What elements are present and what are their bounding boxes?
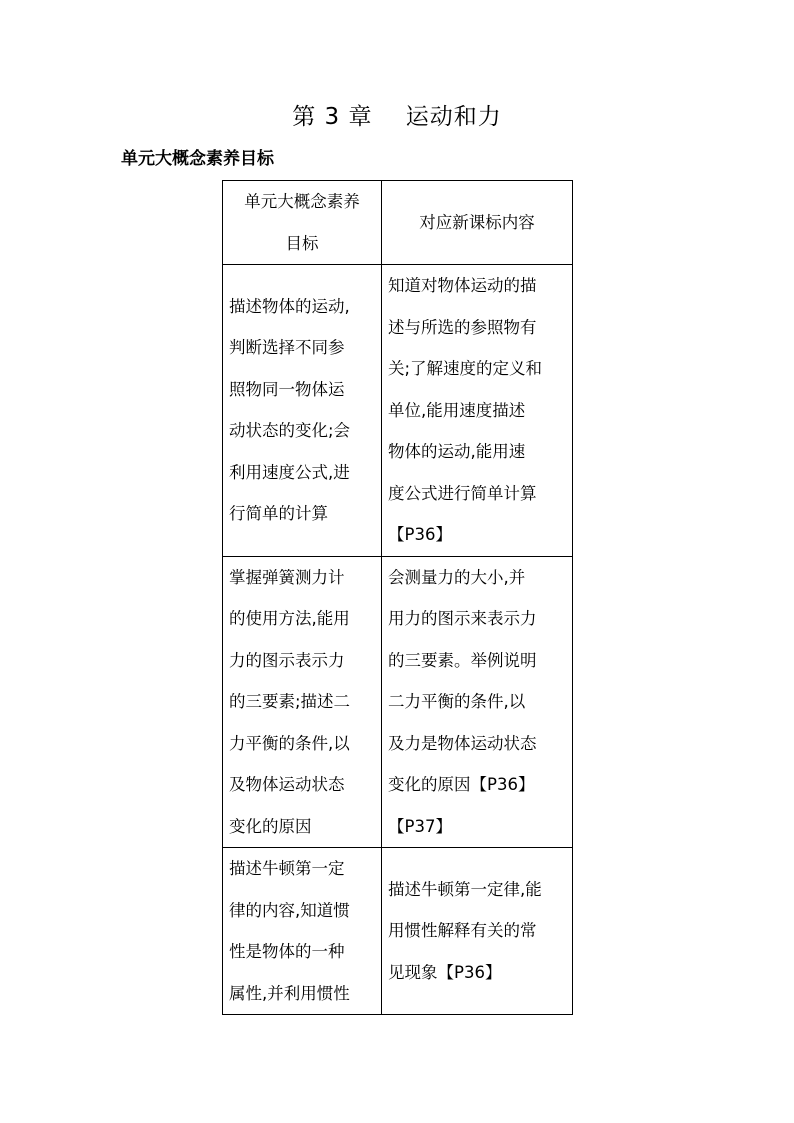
- goal-cell: [223, 265, 382, 557]
- standard-text: 知道对物体运动的描 述与所选的参照物有 关;了解速度的定义和 单位,能用速度描述 物体的运动,能用速 度公式进行简单计算 【P36】: [388, 276, 543, 544]
- table-header-row: [223, 181, 573, 265]
- standard-cell: [382, 848, 573, 1015]
- standard-cell: [382, 265, 573, 557]
- table-row: [223, 556, 573, 848]
- header-cell-standard: [382, 181, 573, 265]
- table-row: [223, 265, 573, 557]
- standard-text: 描述牛顿第一定律,能 用惯性解释有关的常 见现象【P36】: [388, 879, 542, 982]
- header-standard-text: 对应新课标内容: [419, 212, 535, 232]
- goal-cell: [223, 848, 382, 1015]
- header-cell-goal: [223, 181, 382, 265]
- goal-text: 描述牛顿第一定 律的内容,知道惯 性是物体的一种 属性,并利用惯性: [229, 859, 350, 1003]
- standard-cell: [382, 556, 573, 848]
- objectives-table: [222, 180, 573, 1015]
- goal-text: 描述物体的运动, 判断选择不同参 照物同一物体运 动状态的变化;会 利用速度公式,进 行简单的计算: [229, 296, 351, 524]
- goal-cell: [223, 556, 382, 848]
- table-row: [223, 848, 573, 1015]
- header-goal-text: 单元大概念素养 目标: [244, 192, 360, 253]
- page-title: 第 3 章 运动和力: [292, 104, 502, 130]
- standard-text: 会测量力的大小,并 用力的图示来表示力 的三要素。举例说明 二力平衡的条件,以 及力是物体运动状态 变化的原因【P36】 【P37】: [388, 567, 537, 836]
- section-heading: 单元大概念素养目标: [121, 149, 274, 169]
- goal-text: 掌握弹簧测力计 的使用方法,能用 力的图示表示力 的三要素;描述二 力平衡的条件,以 及物体运动状态 变化的原因: [229, 567, 351, 836]
